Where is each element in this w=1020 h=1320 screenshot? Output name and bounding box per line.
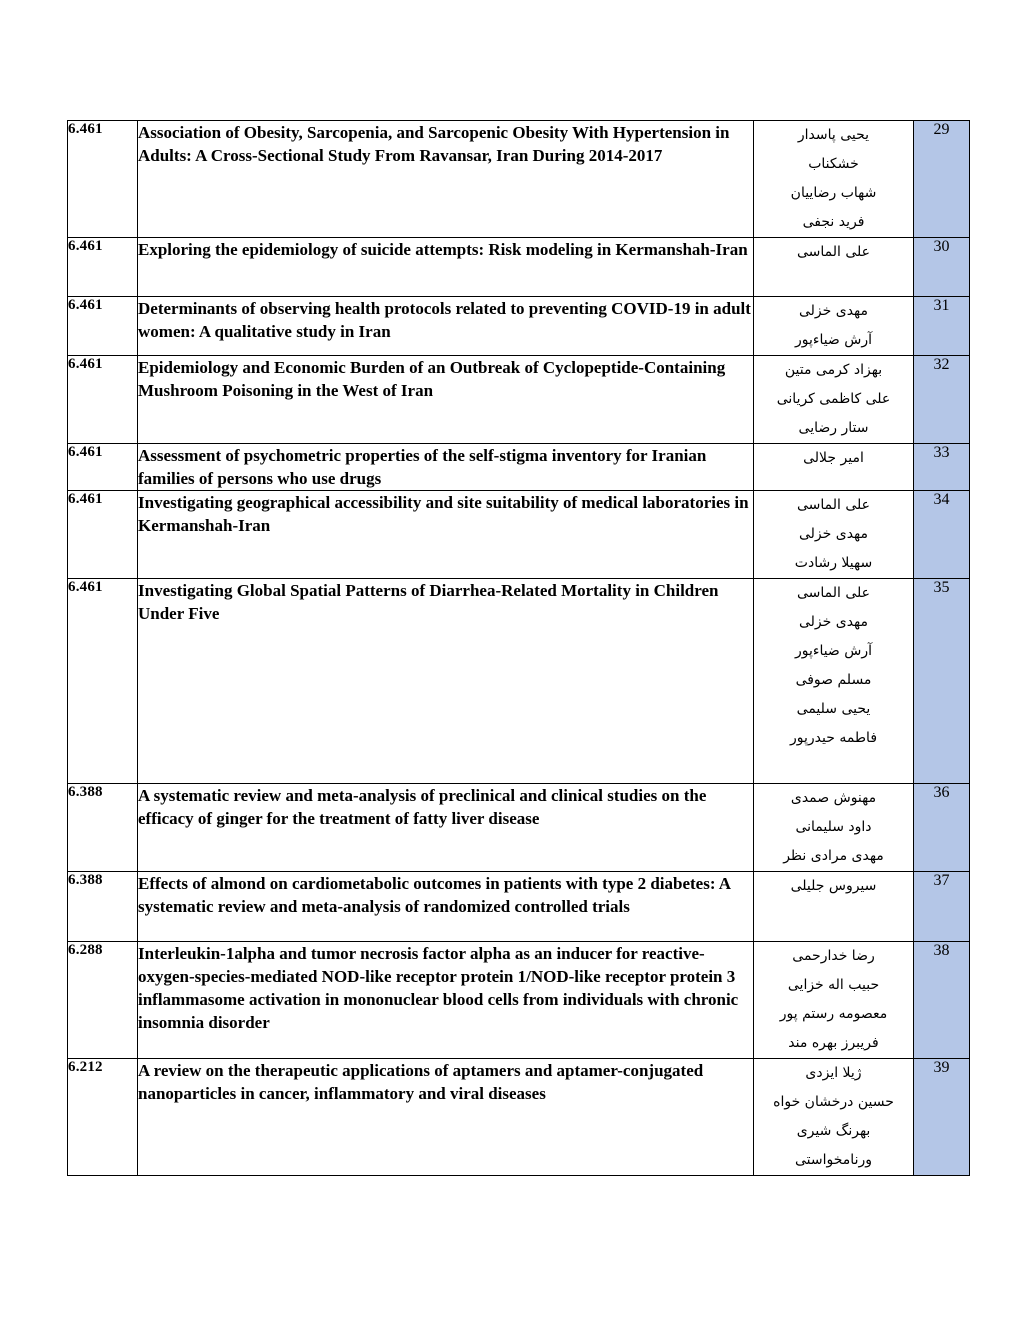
author-name: فرید نجفی bbox=[802, 214, 865, 230]
author-name: مسلم صوفی bbox=[795, 672, 872, 688]
article-title: Determinants of observing health protocols related to preventing COVID-19 in adult women: A qualitative study in Iran bbox=[138, 297, 754, 356]
article-title: Exploring the epidemiology of suicide attempts: Risk modeling in Kermanshah-Iran bbox=[138, 238, 754, 297]
table-row bbox=[68, 1059, 970, 1176]
authors-cell bbox=[754, 872, 914, 942]
row-number: 33 bbox=[914, 444, 970, 491]
article-title: Investigating Global Spatial Patterns of Diarrhea-Related Mortality in Children Under Five bbox=[138, 579, 754, 784]
author-name: علی کاظمی کریانی bbox=[776, 391, 891, 407]
article-title: Investigating geographical accessibility and site suitability of medical laboratories in Kermanshah-Iran bbox=[138, 491, 754, 579]
authors-cell bbox=[754, 784, 914, 872]
authors-cell bbox=[754, 121, 914, 238]
author-name: ژیلا ایزدی bbox=[805, 1065, 862, 1081]
author-name: شهاب رضاییان bbox=[790, 185, 877, 201]
row-number: 29 bbox=[914, 121, 970, 238]
authors-cell bbox=[754, 297, 914, 356]
impact-factor: 6.461 bbox=[68, 238, 138, 297]
author-name: فاطمه حیدرپور bbox=[789, 730, 878, 746]
author-name: داود سلیمانی bbox=[795, 819, 872, 835]
row-number: 34 bbox=[914, 491, 970, 579]
row-number: 35 bbox=[914, 579, 970, 784]
publications-table bbox=[67, 120, 970, 1176]
authors-cell bbox=[754, 942, 914, 1059]
article-title: Epidemiology and Economic Burden of an Outbreak of Cyclopeptide-Containing Mushroom Poisoning in the West of Iran bbox=[138, 356, 754, 444]
author-name: ورنامخواستی bbox=[795, 1152, 872, 1168]
author-name: معصومه رستم پور bbox=[779, 1006, 888, 1022]
article-title: A review on the therapeutic applications of aptamers and aptamer-conjugated nanoparticles in cancer, inflammatory and viral diseases bbox=[138, 1059, 754, 1176]
table-row bbox=[68, 356, 970, 444]
row-number: 36 bbox=[914, 784, 970, 872]
authors-cell bbox=[754, 579, 914, 784]
author-name: سیروس جلیلی bbox=[790, 878, 877, 894]
author-name: ستار رضایی bbox=[798, 420, 869, 436]
table-row bbox=[68, 121, 970, 238]
row-number: 38 bbox=[914, 942, 970, 1059]
impact-factor: 6.461 bbox=[68, 356, 138, 444]
authors-cell bbox=[754, 444, 914, 491]
impact-factor: 6.461 bbox=[68, 444, 138, 491]
author-name: مهدی خزلی bbox=[798, 303, 869, 319]
table-row bbox=[68, 942, 970, 1059]
author-name: رضا خدارحمی bbox=[792, 948, 875, 964]
article-title: Effects of almond on cardiometabolic outcomes in patients with type 2 diabetes: A systematic review and meta-analysis of randomized controlled trials bbox=[138, 872, 754, 942]
author-name: مهدی خزلی bbox=[798, 526, 869, 542]
authors-cell bbox=[754, 356, 914, 444]
row-number: 37 bbox=[914, 872, 970, 942]
authors-cell bbox=[754, 491, 914, 579]
author-name: علی الماسی bbox=[796, 244, 871, 260]
author-name: آرش ضیاءپور bbox=[794, 332, 873, 348]
impact-factor: 6.461 bbox=[68, 491, 138, 579]
table-row bbox=[68, 238, 970, 297]
article-title: Association of Obesity, Sarcopenia, and Sarcopenic Obesity With Hypertension in Adults: A Cross-Sectional Study From Ravansar, Iran During 2014-2017 bbox=[138, 121, 754, 238]
author-name: مهنوش صمدی bbox=[790, 790, 877, 806]
table-row bbox=[68, 297, 970, 356]
authors-cell bbox=[754, 238, 914, 297]
article-title: Interleukin-1alpha and tumor necrosis factor alpha as an inducer for reactive-oxygen-species-mediated NOD-like receptor protein 1/NOD-like receptor protein 3 inflammasome activation in mononuclear blood cells from individuals with chronic insomnia disorder bbox=[138, 942, 754, 1059]
author-name: علی الماسی bbox=[796, 497, 871, 513]
impact-factor: 6.388 bbox=[68, 872, 138, 942]
row-number: 30 bbox=[914, 238, 970, 297]
author-name: فریبرز بهره مند bbox=[788, 1035, 879, 1051]
author-name: حسین درخشان خواه bbox=[773, 1094, 894, 1110]
impact-factor: 6.461 bbox=[68, 297, 138, 356]
impact-factor: 6.461 bbox=[68, 121, 138, 238]
author-name: بهزاد کرمی متین bbox=[784, 362, 883, 378]
table-row bbox=[68, 444, 970, 491]
author-name: امیر جلالی bbox=[803, 450, 864, 466]
author-name: آرش ضیاءپور bbox=[794, 643, 873, 659]
author-name: علی الماسی bbox=[796, 585, 871, 601]
author-name: مهدی خزلی bbox=[798, 614, 869, 630]
author-name: مهدی مرادی نظر bbox=[783, 848, 884, 864]
authors-cell bbox=[754, 1059, 914, 1176]
impact-factor: 6.461 bbox=[68, 579, 138, 784]
table-row bbox=[68, 491, 970, 579]
impact-factor: 6.388 bbox=[68, 784, 138, 872]
author-name: سهیلا رشادت bbox=[794, 555, 873, 571]
author-name: یحیی پاسدار bbox=[797, 127, 870, 143]
author-name: حبیب اله خزایی bbox=[787, 977, 880, 993]
table-row bbox=[68, 579, 970, 784]
author-name: بهرنگ شیری bbox=[796, 1123, 871, 1139]
article-title: A systematic review and meta-analysis of preclinical and clinical studies on the efficacy of ginger for the treatment of fatty liver disease bbox=[138, 784, 754, 872]
article-title: Assessment of psychometric properties of the self-stigma inventory for Iranian families of persons who use drugs bbox=[138, 444, 754, 491]
row-number: 39 bbox=[914, 1059, 970, 1176]
row-number: 32 bbox=[914, 356, 970, 444]
author-name: یحیی سلیمی bbox=[796, 701, 871, 717]
impact-factor: 6.288 bbox=[68, 942, 138, 1059]
table-row bbox=[68, 872, 970, 942]
impact-factor: 6.212 bbox=[68, 1059, 138, 1176]
author-name: خشکناب bbox=[808, 156, 859, 172]
row-number: 31 bbox=[914, 297, 970, 356]
table-row bbox=[68, 784, 970, 872]
